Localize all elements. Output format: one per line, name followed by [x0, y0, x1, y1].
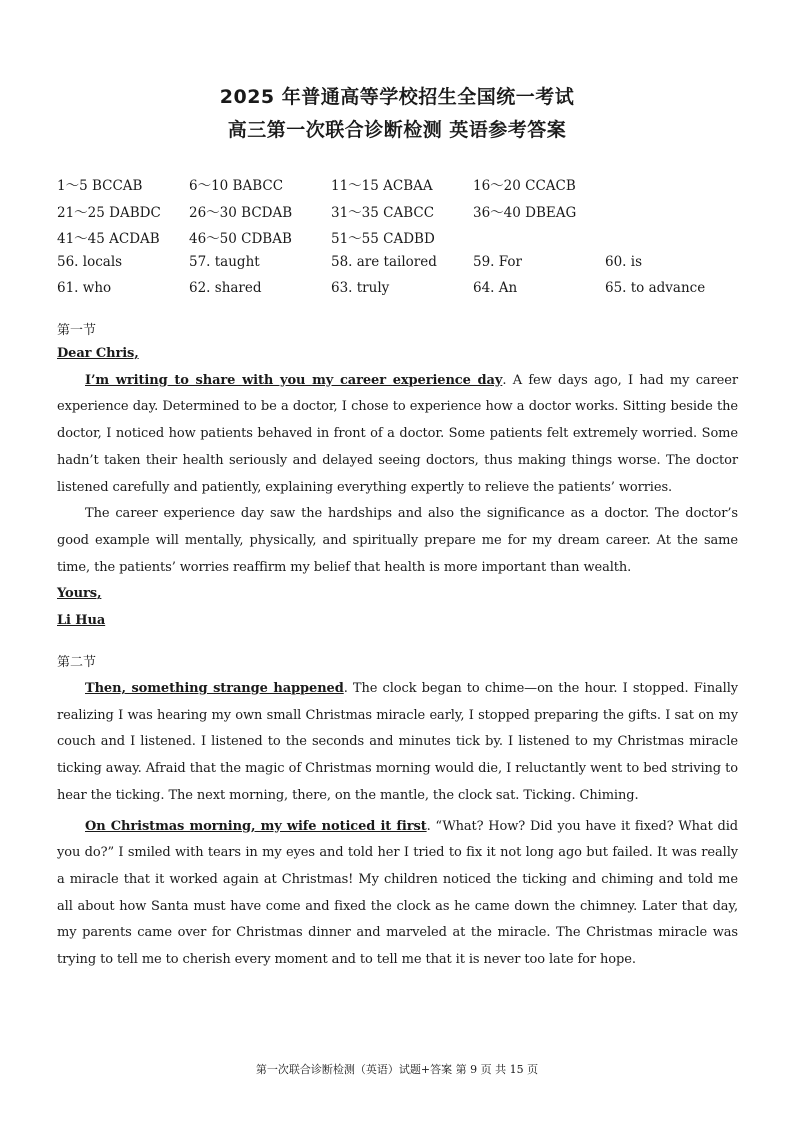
- answer-cell: 61. who: [57, 280, 112, 296]
- section-1-letter: [57, 341, 738, 635]
- letter-paragraph-1-text: . A few days ago, I had my career experience day. Determined to be a doctor, I chose to experience how a doctor works. Sitting beside the doctor, I noticed how patients behaved in front of a doctor. Some patients felt extremely worried. Some hadn’t taken their health seriously and delayed seeing doctors, thus making things worse. The doctor listened carefully and patiently, explaining everything expertly to relieve the patients’ worries.: [57, 372, 738, 495]
- letter-opening-sentence: I’m writing to share with you my career experience day: [85, 372, 503, 388]
- answer-cell: 59. For: [473, 253, 522, 270]
- answer-cell: 46～50 CDBAB: [189, 231, 292, 247]
- story-paragraph-2-text: . “What? How? Did you have it fixed? What did you do?” I smiled with tears in my eyes and told her I tried to fix it not long ago but failed. It was really a miracle that it worked again at Christmas! My children noticed the ticking and chiming and told me all about how Santa must have come and fixed the clock as he came down the chimney. Later that day, my parents came over for Christmas dinner and marveled at the miracle. The Christmas miracle was trying to tell me to cherish every moment and to tell me that it is never too late for hope.: [57, 818, 738, 968]
- answer-cell: 65. to advance: [605, 280, 706, 296]
- answer-cell: 21～25 DABDC: [57, 204, 161, 221]
- section-1-label: 第一节: [57, 323, 97, 338]
- title-line-1: 2025 年普通高等学校招生全国统一考试: [219, 86, 575, 108]
- story-paragraph-1: [57, 676, 738, 810]
- answer-key: [57, 174, 757, 307]
- answer-cell: 11～15 ACBAA: [331, 178, 433, 194]
- letter-paragraph-1: [57, 368, 738, 502]
- letter-signature: Li Hua: [57, 613, 106, 629]
- story-paragraph-1-text: . The clock began to chime—on the hour. I stopped. Finally realizing I was hearing my own small Christmas miracle early, I stopped preparing the gifts. I sat on my couch and I listened. I listened to the seconds and minutes tick by. I listened to my Christmas miracle ticking away. Afraid that the magic of Christmas morning would die, I reluctantly went to bed striving to hear the ticking. The next morning, there, on the mantle, the clock sat. Ticking. Chiming.: [57, 681, 738, 803]
- letter-paragraph-2: The career experience day saw the hardships and also the significance as a doctor. The doctor’s good example will mentally, physically, and spiritually prepare me for my dream career. At the same time, the patients’ worries reaffirm my belief that health is more important than wealth.: [57, 506, 738, 575]
- answer-cell: 36～40 DBEAG: [473, 204, 577, 221]
- story-paragraph-1-lead: Then, something strange happened: [85, 681, 344, 696]
- answer-cell: 62. shared: [189, 280, 262, 296]
- answer-cell: 31～35 CABCC: [331, 204, 435, 221]
- answer-row: [57, 174, 757, 201]
- answer-cell: 63. truly: [331, 280, 390, 296]
- page-footer: 第一次联合诊断检测（英语）试题+答案 第 9 页 共 15 页: [255, 1063, 539, 1076]
- letter-greeting: Dear Chris,: [57, 346, 139, 361]
- answer-cell: 60. is: [605, 253, 643, 270]
- story-paragraph-2-lead: On Christmas morning, my wife noticed it first: [85, 818, 427, 834]
- answer-cell: 64. An: [473, 280, 518, 296]
- answer-row: [57, 227, 757, 254]
- story-paragraph-2: [57, 814, 738, 974]
- answer-row: [57, 201, 757, 228]
- letter-closing: Yours,: [57, 586, 102, 602]
- title-line-2: 高三第一次联合诊断检测 英语参考答案: [227, 119, 567, 141]
- answer-cell: 57. taught: [189, 253, 260, 270]
- answer-row: [57, 254, 757, 281]
- answer-cell: 51～55 CADBD: [331, 231, 435, 247]
- answer-cell: 56. locals: [57, 253, 123, 270]
- answer-cell: 41～45 ACDAB: [57, 231, 160, 247]
- answer-cell: 26～30 BCDAB: [189, 204, 293, 221]
- section-2-label: 第二节: [57, 655, 97, 670]
- section-2-story: [57, 676, 738, 974]
- answer-row: [57, 280, 757, 307]
- answer-cell: 58. are tailored: [331, 253, 437, 270]
- answer-cell: 1～5 BCCAB: [57, 178, 143, 194]
- answer-cell: 16～20 CCACB: [473, 178, 576, 194]
- answer-cell: 6～10 BABCC: [189, 178, 284, 194]
